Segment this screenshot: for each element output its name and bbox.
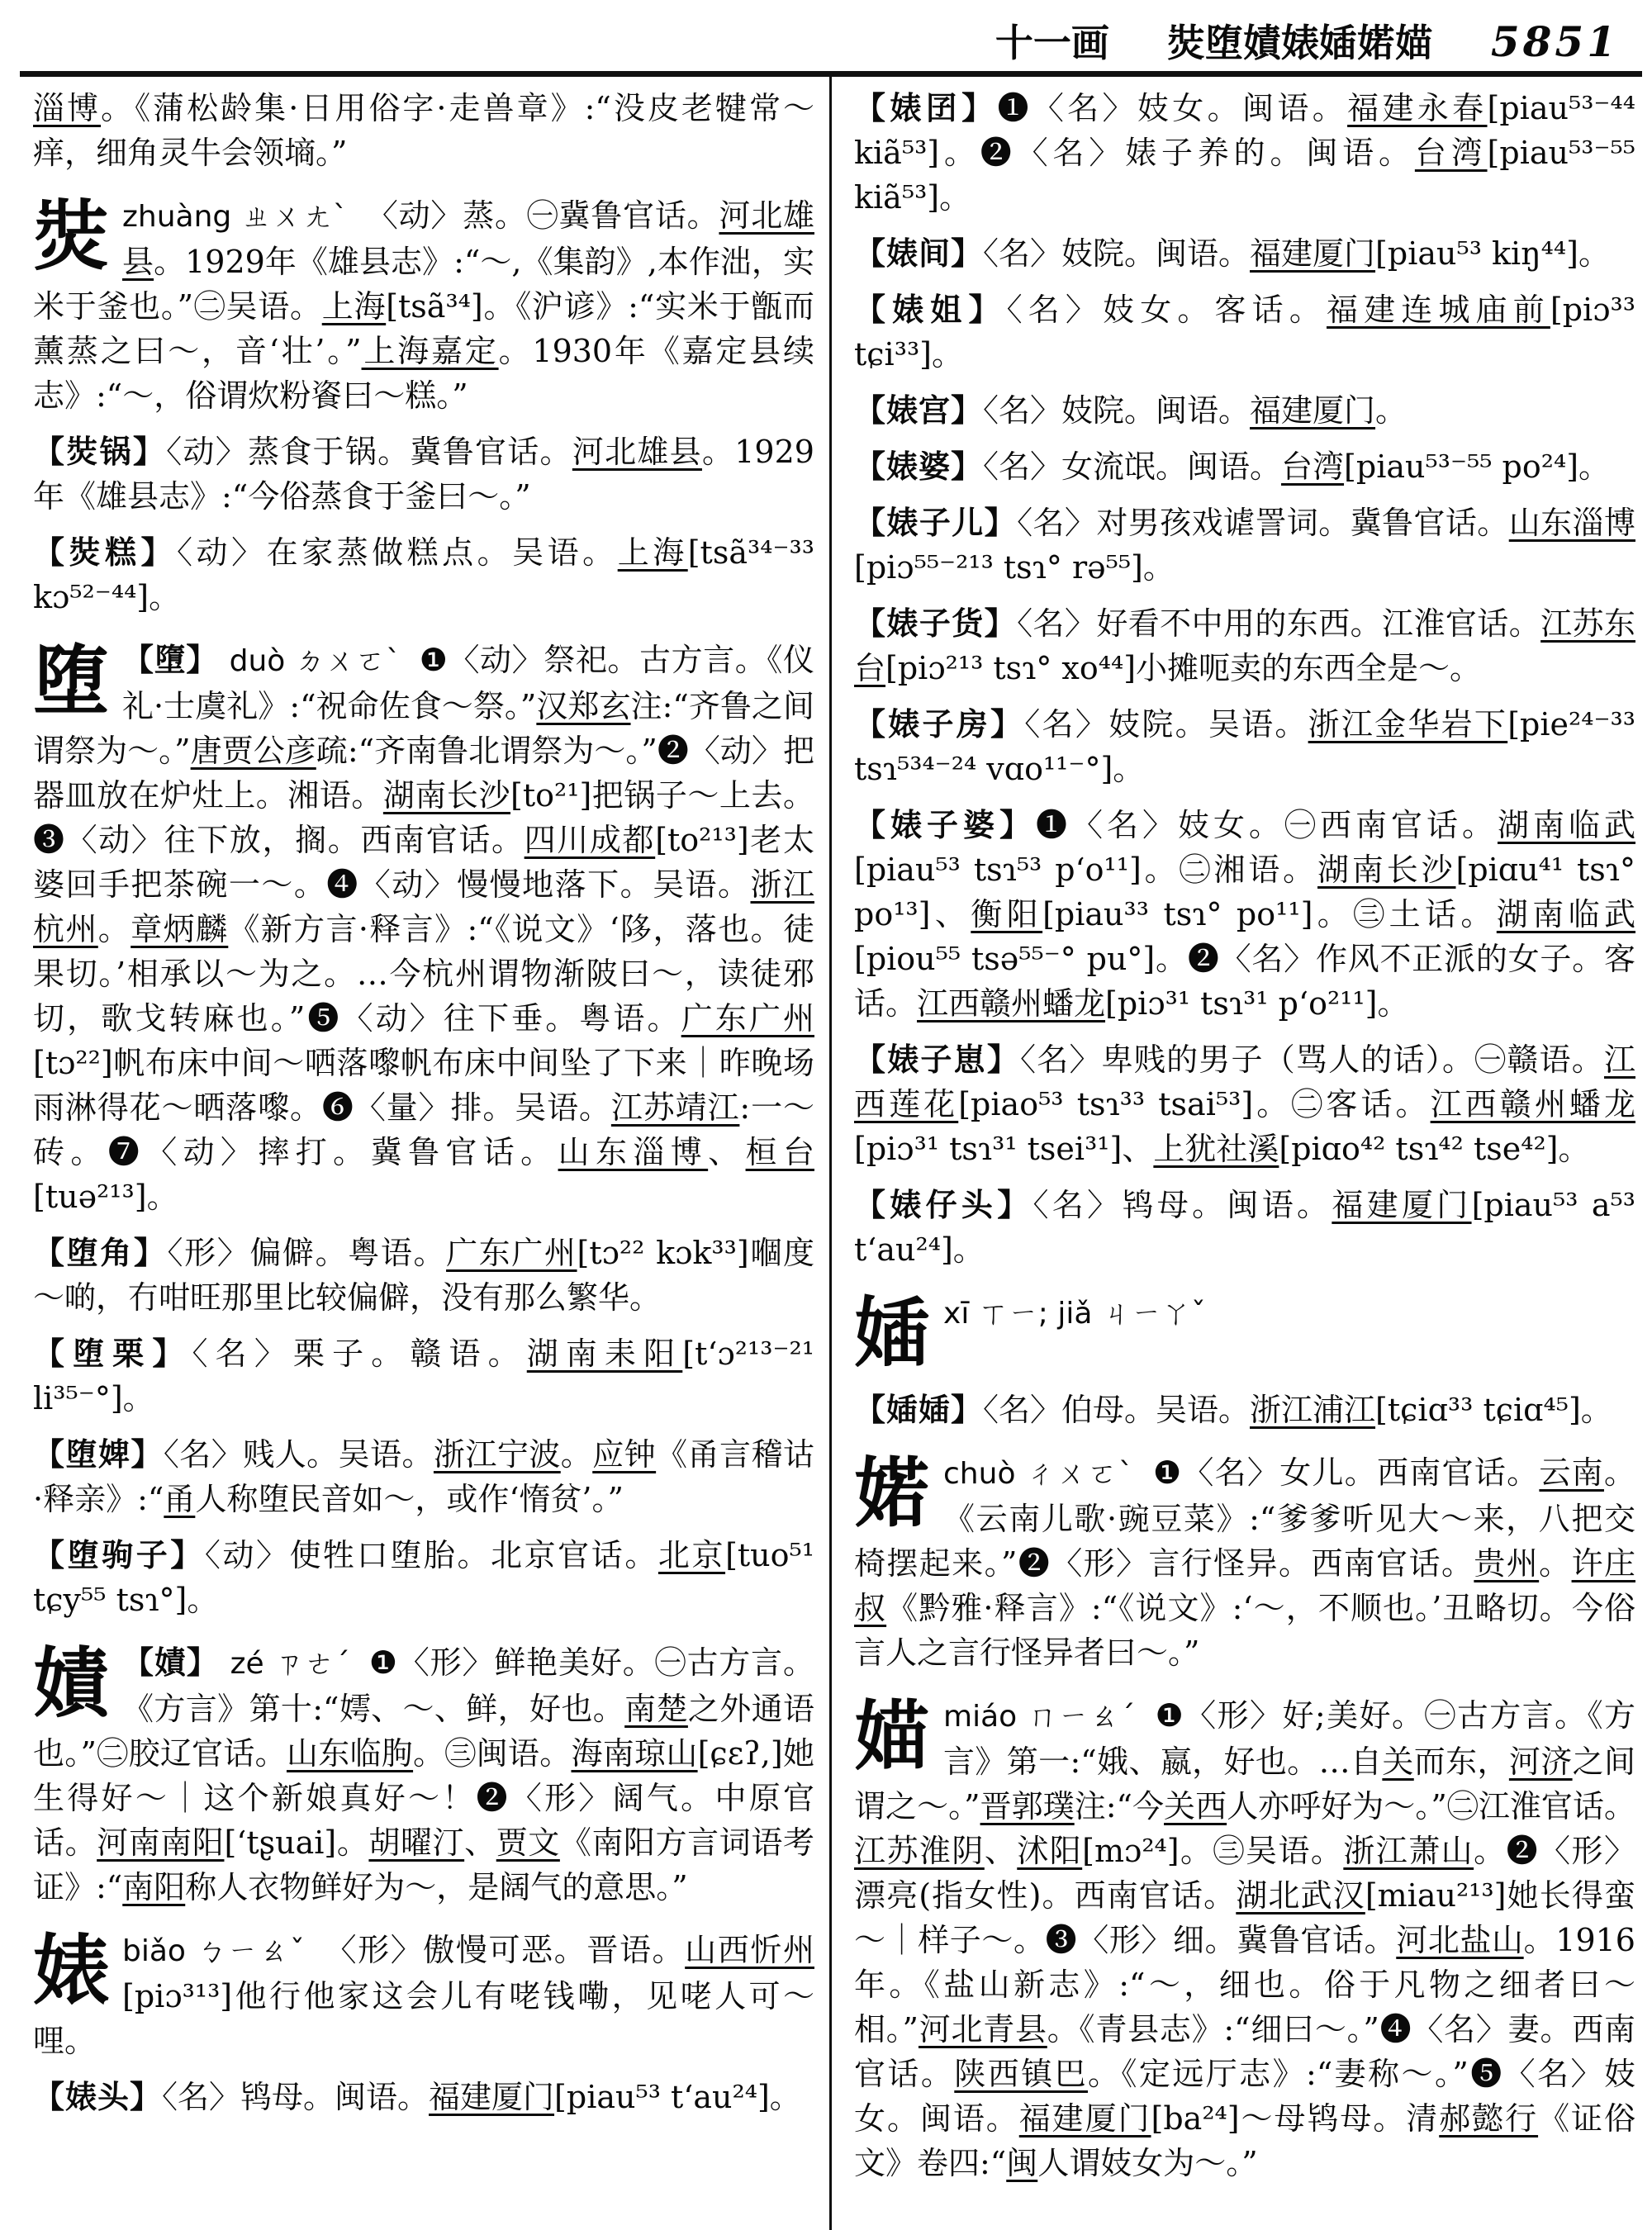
proper-noun-underline: 河济 — [1508, 1744, 1573, 1780]
entry-body: 〈形〉偏僻。粤语。广东广州[tɔ²² kɔk³³]嗰度～啲，冇咁旺那里比较偏僻，没有那么繁华。 — [33, 1235, 814, 1316]
sub-headword: 【焋锅】 — [33, 433, 167, 470]
entry-body: 〈名〉栗子。赣语。湖南耒阳[t‘ɔ²¹³⁻²¹ li³⁵⁻°]。 — [33, 1336, 814, 1416]
proper-noun-underline: 闽 — [1006, 2145, 1038, 2181]
sub-entry — [854, 444, 1635, 489]
headword-character: 堕 — [33, 636, 110, 725]
headword-character: 媌 — [854, 1691, 931, 1781]
sub-entry — [33, 2075, 814, 2119]
proper-noun-underline: 福建连城庙前 — [1326, 292, 1550, 328]
head-entry — [854, 1693, 1635, 2185]
proper-noun-underline: 台湾 — [1414, 135, 1488, 171]
headword-pronunciation: xī ㄒㄧ; jiǎ ㄐㄧㄚˇ — [943, 1297, 1206, 1331]
column-divider — [829, 77, 832, 2230]
headword-pronunciation: zhuàng ㄓㄨㄤˋ — [122, 200, 358, 234]
sub-headword: 【婊姐】 — [854, 291, 1007, 328]
proper-noun-underline: 北京 — [657, 1537, 726, 1573]
entry-body: 〈名〉伯母。吴语。浙江浦江[tɕiɑ³³ tɕiɑ⁴⁵]。 — [983, 1392, 1612, 1428]
head-entry — [33, 1928, 814, 2063]
proper-noun-underline: 广东广州 — [446, 1235, 577, 1271]
proper-noun-underline: 应钟 — [592, 1436, 657, 1473]
headword-character: 㛼 — [854, 1288, 931, 1378]
entry-body: 〈名〉卑贱的男子（骂人的话）。㊀赣语。江西莲花[piao⁵³ tsɿ³³ tsai⁵³]。㊁客话。江西赣州蟠龙[piɔ³¹ tsɿ³¹ tsei³¹]、上犹社溪[piɑo⁴² tsɿ⁴² tse⁴²]。 — [854, 1041, 1635, 1167]
proper-noun-underline: 河南南阳 — [97, 1824, 225, 1861]
proper-noun-underline: 浙江萧山 — [1343, 1833, 1474, 1869]
stroke-section-label: 十一画 — [995, 21, 1109, 65]
proper-noun-underline: 山东淄博 — [1508, 505, 1635, 541]
entry-body: 〈名〉鸨母。闽语。福建厦门[piau⁵³ a⁵³ t‘au²⁴]。 — [854, 1187, 1635, 1268]
proper-noun-underline: 湖南长沙 — [382, 777, 510, 814]
sub-headword: 【婊子崽】 — [854, 1041, 1021, 1078]
headword-pronunciation: chuò ㄔㄨㄛˋ — [943, 1457, 1146, 1491]
entry-body: 〈动〉使牲口堕胎。北京官话。北京[tuo⁵¹ tɕy⁵⁵ tsɿ°]。 — [33, 1537, 814, 1618]
proper-noun-underline: 江西莲花 — [854, 1041, 1635, 1122]
proper-noun-underline: 福建厦门 — [1250, 235, 1376, 272]
proper-noun-underline: 淄博 — [33, 90, 102, 126]
proper-noun-underline: 沭阳 — [1017, 1833, 1083, 1869]
sub-entry — [854, 287, 1635, 377]
entry-body: 〈名〉妓院。吴语。浙江金华岩下[pie²⁴⁻³³ tsɿ⁵³⁴⁻²⁴ vɑo¹¹⁻°]。 — [854, 706, 1635, 787]
entry-body: ❶〈名〉女儿。西南官话。云南。《云南儿歌·豌豆菜》:“爹爹听见大～来，八把交椅摆起来。”❷〈形〉言行怪异。西南官话。贵州。许庄叔《黔雅·释言》:“《说文》:‘～，不顺也。’丑略切。今俗言人之言行怪异者曰～。” — [854, 1454, 1635, 1671]
proper-noun-underline: 甬 — [164, 1481, 196, 1517]
proper-noun-underline: 章炳麟 — [131, 911, 229, 947]
entry-body: ❶〈动〉祭祀。古方言。《仪礼·士虞礼》:“祝命佐食～祭。”汉郑玄注:“齐鲁之间谓祭为～。”唐贾公彦疏:“齐南鲁北谓祭为～。”❷〈动〉把器皿放在炉灶上。湘语。湖南长沙[to²¹]把锅子～上去。❸〈动〉往下放，搁。西南官话。四川成都[to²¹³]老太婆回手把茶碗一～。❹〈动〉慢慢地落下。吴语。浙江杭州。章炳麟《新方言·释言》:“《说文》‘陊，落也。徒果切。’相承以～为之。…今杭州谓物渐陂曰～，读徒邪切，歌戈转麻也。”❺〈动〉往下垂。粤语。广东广州[tɔ²²]帆布床中间～哂落嚟帆布床中间坠了下来｜昨晚场雨淋得花～晒落嚟。❻〈量〉排。吴语。江苏靖江:一～砖。❼〈动〉摔打。冀鲁官话。山东淄博、桓台[tuə²¹³]。 — [33, 642, 814, 1215]
proper-noun-underline: 陕西镇巴 — [954, 2056, 1089, 2092]
entry-body: ❶〈名〉妓女。闽语。福建永春[piau⁵³⁻⁴⁴ kiã⁵³]。❷〈名〉婊子养的。闽语。台湾[piau⁵³⁻⁵⁵ kiã⁵³]。 — [854, 90, 1635, 216]
sub-entry — [854, 1183, 1635, 1272]
headword-pronunciation: miáo ㄇㄧㄠˊ — [943, 1700, 1147, 1734]
proper-noun-underline: 江苏东台 — [854, 605, 1635, 686]
sub-entry — [33, 530, 814, 619]
page-number: 5851 — [1490, 17, 1619, 66]
proper-noun-underline: 汉郑玄 — [536, 688, 631, 724]
headword-character: 焋 — [33, 192, 110, 281]
sub-entry — [33, 1432, 814, 1521]
proper-noun-underline: 福建厦门 — [1250, 392, 1376, 429]
entry-body: 〈名〉妓院。闽语。福建厦门。 — [983, 392, 1408, 429]
proper-noun-underline: 云南 — [1539, 1454, 1604, 1491]
entry-body: 〈名〉妓女。客话。福建连城庙前[piɔ³³ tɕi³³]。 — [854, 292, 1635, 372]
headword-pronunciation: duò ㄉㄨㄛˋ — [229, 644, 411, 678]
proper-noun-underline: 郝懿行 — [1439, 2100, 1539, 2137]
sub-entry — [854, 601, 1635, 690]
proper-noun-underline: 贵州 — [1474, 1545, 1540, 1582]
sub-entry — [33, 1231, 814, 1320]
entry-body: 〈名〉贱人。吴语。浙江宁波。应钟《甬言稽诂·释亲》:“甬人称堕民音如～，或作‘惰贫’。” — [33, 1436, 814, 1517]
proper-noun-underline: 浙江浦江 — [1250, 1392, 1376, 1428]
sub-headword: 【堕驹子】 — [33, 1536, 205, 1573]
proper-noun-underline: 胡曜汀 — [368, 1824, 465, 1861]
proper-noun-underline: 山东临朐 — [286, 1735, 414, 1772]
headword-pronunciation: biǎo ㄅㄧㄠˇ — [122, 1934, 317, 1968]
entry-body: ❶〈名〉妓女。㊀西南官话。湖南临武[piau⁵³ tsɿ⁵³ p‘o¹¹]。㊁湘语。湖南长沙[piɑu⁴¹ tsɿ° po¹³]、衡阳[piau³³ tsɿ° po¹¹]。㊂土话。湖南临武[piou⁵⁵ tsə⁵⁵⁻° pu°]。❷〈名〉作风不正派的女子。客话。江西赣州蟠龙[piɔ³¹ tsɿ³¹ p‘o²¹¹]。 — [854, 807, 1635, 1022]
sub-entry — [33, 1331, 814, 1421]
proper-noun-underline: 福建厦门 — [1018, 2100, 1151, 2137]
headword-variant: 【嫧】 — [122, 1644, 230, 1681]
entry-body: 淄博。《蒲松龄集·日用俗字·走兽章》:“没皮老犍常～痒，细角灵牛会领墒。” — [33, 90, 814, 171]
sub-headword: 【婊仔头】 — [854, 1186, 1033, 1223]
proper-noun-underline: 湖南长沙 — [1317, 852, 1456, 888]
sub-entry — [854, 501, 1635, 590]
header-rule — [20, 71, 1642, 77]
proper-noun-underline: 衡阳 — [971, 896, 1043, 932]
head-entry — [33, 193, 814, 418]
proper-noun-underline: 浙江金华岩下 — [1308, 706, 1508, 743]
sub-headword: 【㛼㛼】 — [854, 1391, 984, 1428]
head-entry — [33, 1640, 814, 1910]
proper-noun-underline: 江苏靖江 — [610, 1089, 740, 1126]
sub-entry — [33, 1533, 814, 1622]
head-entry — [33, 638, 814, 1219]
proper-noun-underline: 贾文 — [496, 1824, 560, 1861]
sub-headword: 【婊子婆】 — [854, 806, 1036, 843]
head-entry — [854, 1450, 1635, 1675]
proper-noun-underline: 唐贾公彦 — [190, 733, 316, 769]
proper-noun-underline: 江西赣州蟠龙 — [917, 985, 1106, 1022]
sub-entry — [854, 1388, 1635, 1432]
entry-body: 〈动〉蒸食于锅。冀鲁官话。河北雄县。1929年《雄县志》:“今俗蒸食于釜曰～。” — [33, 434, 814, 515]
sub-entry — [33, 429, 814, 519]
entry-body: 〈动〉蒸。㊀冀鲁官话。河北雄县。1929年《雄县志》:“～,《集韵》,本作泏，实米于釜也。”㊁吴语。上海[tsã³⁴]。《沪谚》:“实米于甑而薰蒸之曰～，音‘壮’。”上海嘉定。1930年《嘉定县续志》:“～，俗谓炊粉餈曰～糕。” — [33, 197, 814, 414]
proper-noun-underline: 桓台 — [745, 1134, 814, 1170]
proper-noun-underline: 福建厦门 — [429, 2079, 555, 2115]
entry-body: 〈名〉好看不中用的东西。江淮官话。江苏东台[piɔ²¹³ tsɿ° xo⁴⁴]小摊呃卖的东西全是～。 — [854, 605, 1635, 686]
sub-headword: 【婊间】 — [854, 235, 984, 272]
entry-body: 〈形〉傲慢可恶。晋语。山西忻州[piɔ³¹³]他行他家这会儿有咾钱嘞，见咾人可～哩。 — [33, 1932, 814, 2059]
headword-character: 婊 — [33, 1926, 110, 2015]
sub-entry — [854, 1037, 1635, 1171]
sub-headword: 【婊头】 — [33, 2078, 163, 2115]
proper-noun-underline: 海南琼山 — [571, 1735, 698, 1772]
entry-body: 〈名〉女流氓。闽语。台湾[piau⁵³⁻⁵⁵ po²⁴]。 — [983, 448, 1611, 485]
sub-entry — [854, 702, 1635, 791]
proper-noun-underline: 湖南耒阳 — [526, 1336, 683, 1372]
proper-noun-underline: 晋郭璞 — [980, 1788, 1075, 1824]
page-header — [0, 13, 1619, 68]
sub-headword: 【堕栗】 — [33, 1335, 192, 1372]
sub-headword: 【婊宫】 — [854, 391, 984, 429]
entry-body: ❶〈形〉鲜艳美好。㊀古方言。《方言》第十:“嫮、～、鲜，好也。南楚之外通语也。”㊁胶辽官话。山东临朐。㊂闽语。海南琼山[ɕɛʔ,]她生得好～｜这个新娘真好～！❷〈形〉阔气。中原官话。河南南阳[‘tʂuai]。胡曜汀、贾文《南阳方言词语考证》:“南阳称人衣物鲜好为～，是阔气的意思。” — [33, 1644, 814, 1905]
proper-noun-underline: 广东广州 — [681, 1000, 814, 1037]
proper-noun-underline: 许庄叔 — [854, 1545, 1635, 1626]
proper-noun-underline: 福建永春 — [1347, 90, 1488, 126]
proper-noun-underline: 关 — [1382, 1744, 1414, 1780]
sub-headword: 【堕角】 — [33, 1234, 168, 1271]
proper-noun-underline: 江苏淮阴 — [854, 1833, 985, 1869]
proper-noun-underline: 上海 — [321, 288, 387, 325]
headword-pronunciation: zé ㄗㄜˊ — [230, 1647, 361, 1681]
continuation-paragraph — [33, 86, 814, 175]
entry-body: 〈动〉在家蒸做糕点。吴语。上海[tsã³⁴⁻³³ kɔ⁵²⁻⁴⁴]。 — [33, 534, 814, 615]
headword-variant: 【墮】 — [122, 641, 230, 678]
sub-headword: 【婊子货】 — [854, 605, 1018, 642]
proper-noun-underline: 台湾 — [1281, 448, 1345, 485]
proper-noun-underline: 福建厦门 — [1332, 1187, 1472, 1223]
headword-character: 嫧 — [33, 1639, 110, 1728]
proper-noun-underline: 湖南临武 — [1496, 896, 1635, 932]
sub-headword: 【婊子房】 — [854, 705, 1025, 743]
entry-body: 〈名〉对男孩戏谑詈词。冀鲁官话。山东淄博[piɔ⁵⁵⁻²¹³ tsɿ° rə⁵⁵]。 — [854, 505, 1635, 586]
proper-noun-underline: 河北雄县 — [572, 434, 702, 470]
sub-headword: 【婊囝】 — [854, 89, 998, 126]
proper-noun-underline: 上犹社溪 — [1153, 1131, 1279, 1167]
proper-noun-underline: 湖北武汉 — [1236, 1877, 1365, 1914]
proper-noun-underline: 山西忻州 — [685, 1932, 814, 1968]
sub-headword: 【婊婆】 — [854, 448, 984, 485]
sub-entry — [854, 388, 1635, 433]
section-characters: 焋堕嫧婊㛼婼媌 — [1166, 21, 1433, 65]
proper-noun-underline: 河北雄县 — [122, 197, 814, 280]
proper-noun-underline: 上海嘉定 — [361, 333, 499, 369]
proper-noun-underline: 河北青县 — [918, 2011, 1047, 2047]
sub-entry — [854, 803, 1635, 1026]
headword-character: 婼 — [854, 1449, 931, 1538]
proper-noun-underline: 关西 — [1164, 1788, 1227, 1824]
entry-body: 〈名〉鸨母。闽语。福建厦门[piau⁵³ t‘au²⁴]。 — [162, 2079, 801, 2115]
proper-noun-underline: 南楚 — [624, 1691, 688, 1727]
head-entry — [854, 1290, 1635, 1376]
proper-noun-underline: 南阳 — [122, 1869, 186, 1905]
proper-noun-underline: 浙江宁波 — [433, 1436, 561, 1473]
proper-noun-underline: 四川成都 — [524, 822, 656, 858]
sub-headword: 【焋糕】 — [33, 534, 178, 571]
proper-noun-underline: 山东淄博 — [558, 1134, 709, 1170]
proper-noun-underline: 上海 — [617, 534, 688, 571]
sub-entry — [854, 86, 1635, 220]
sub-headword: 【婊子儿】 — [854, 504, 1018, 541]
proper-noun-underline: 湖南临武 — [1497, 807, 1635, 843]
entry-body: ❶〈形〉好;美好。㊀古方言。《方言》第一:“娥、嬴，好也。…自关而东，河济之间谓之～。”晋郭璞注:“今关西人亦呼好为～。”㊁江淮官话。江苏淮阴、沭阳[mɔ²⁴]。㊂吴语。浙江萧山。❷〈形〉漂亮(指女性)。西南官话。湖北武汉[miau²¹³]她长得蛮～｜样子～。❸〈形〉细。冀鲁官话。河北盐山。1916年。《盐山新志》:“～，细也。俗于凡物之细者曰～相。”河北青县。《青县志》:“细曰～。”❹〈名〉妻。西南官话。陕西镇巴。《定远厅志》:“妻称～。”❺〈名〉妓女。闽语。福建厦门[ba²⁴]～母鸨母。清郝懿行《证俗文》卷四:“闽人谓妓女为～。” — [854, 1697, 1636, 2181]
proper-noun-underline: 江西赣州蟠龙 — [1430, 1086, 1635, 1122]
sub-entry — [854, 231, 1635, 276]
entry-body: 〈名〉妓院。闽语。福建厦门[piau⁵³ kiŋ⁴⁴]。 — [983, 235, 1610, 272]
left-column — [33, 86, 814, 2131]
proper-noun-underline: 浙江杭州 — [33, 866, 814, 947]
sub-headword: 【堕婢】 — [33, 1435, 164, 1473]
proper-noun-underline: 河北盐山 — [1396, 1922, 1524, 1958]
right-column — [854, 86, 1635, 2197]
